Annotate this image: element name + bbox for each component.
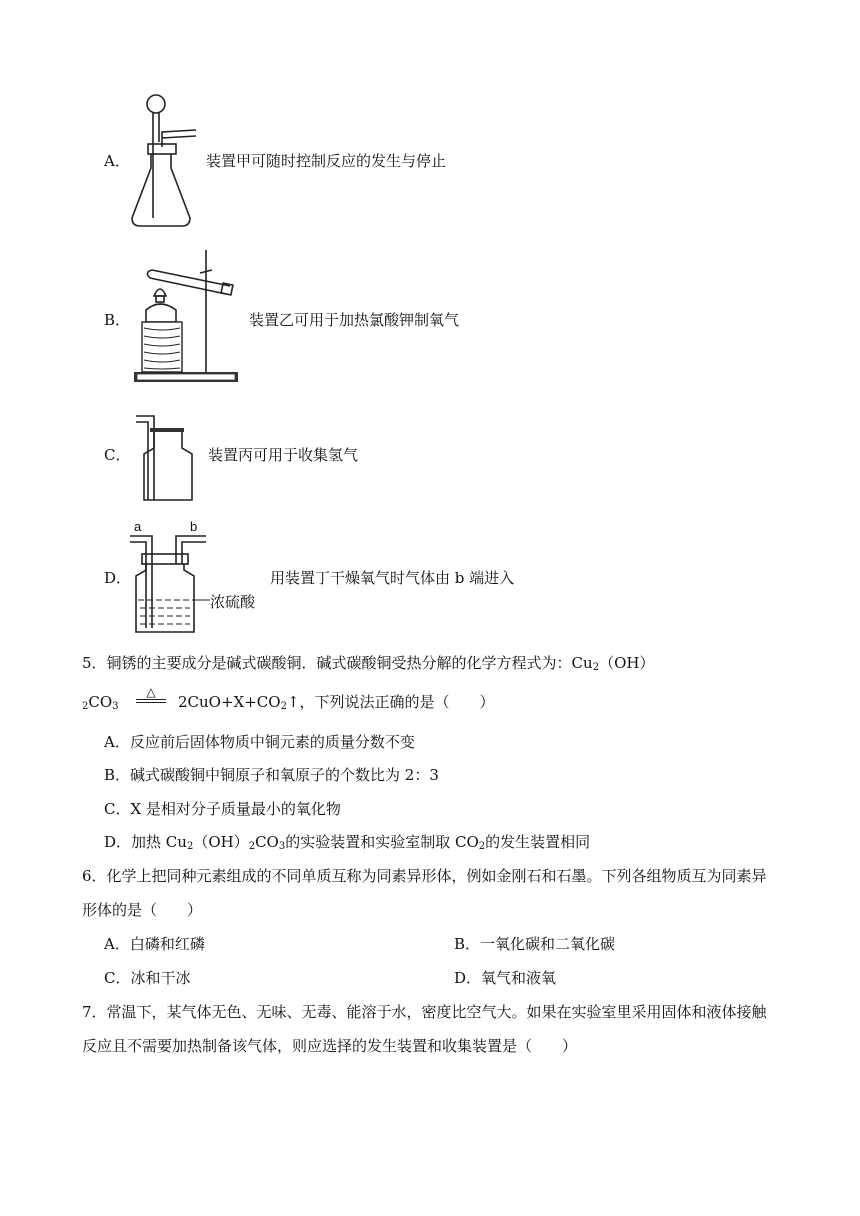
q6-stem-line2: 形体的是（ ） xyxy=(82,901,203,919)
option-d-text: 用装置丁干燥氧气时气体由 b 端进入 xyxy=(270,569,515,587)
figure-a-flask xyxy=(126,92,216,232)
option-d-letter: D． xyxy=(104,569,132,587)
figure-c-bottle xyxy=(136,408,216,508)
figure-d-acid-label: 浓硫酸 xyxy=(210,593,256,611)
q6-option-c: C．冰和干冰 xyxy=(104,969,191,987)
option-a-text: 装置甲可随时控制反应的发生与停止 xyxy=(206,152,447,170)
option-c-letter: C． xyxy=(104,446,131,464)
q5-option-a: A．反应前后固体物质中铜元素的质量分数不变 xyxy=(104,733,415,751)
figure-d-label-a: a xyxy=(134,519,142,534)
q5-stem-line2: $_2CO_3$ xyxy=(82,693,119,712)
option-c-text: 装置丙可用于收集氢气 xyxy=(208,446,359,464)
q5-stem-line1: 5．铜锈的主要成分是碱式碳酸铜．碱式碳酸铜受热分解的化学方程式为：$Cu_2(OH)$ xyxy=(82,654,655,673)
option-b-letter: B． xyxy=(104,311,131,329)
q6-option-a: A．白磷和红磷 xyxy=(104,935,205,953)
q5-equation-products: $2CuO+X+CO_2↑$，下列说法正确的是（ ） xyxy=(178,693,495,712)
q6-option-d: D．氧气和液氧 xyxy=(454,969,557,987)
figure-d-wash-bottle xyxy=(130,528,220,638)
q5-option-c: C．X 是相对分子质量最小的氧化物 xyxy=(104,800,341,818)
q6-option-b: B．一氧化碳和二氧化碳 xyxy=(454,935,616,953)
figure-d-label-b: b xyxy=(190,519,198,534)
q5-option-b: B．碱式碳酸铜中铜原子和氧原子的个数比为 2：3 xyxy=(104,766,439,784)
q5-option-d: D．加热 $Cu_2(OH)_2CO_3$的实验装置和实验室制取 $CO_2$的发生装置相同 xyxy=(104,833,591,852)
q7-stem-line2: 反应且不需要加热制备该气体，则应选择的发生装置和收集装置是（ ） xyxy=(82,1037,578,1055)
option-a-letter: A． xyxy=(104,152,130,170)
heat-condition: △ xyxy=(136,686,166,703)
q7-stem-line1: 7．常温下，某气体无色、无味、无毒、能溶于水，密度比空气大。如果在实验室里采用固体和液体接触 xyxy=(82,1003,767,1021)
q6-stem-line1: 6．化学上把同种元素组成的不同单质互称为同素异形体，例如金刚石和石墨。下列各组物质互为同素异 xyxy=(82,867,767,885)
option-b-text: 装置乙可用于加热氯酸钾制氧气 xyxy=(249,311,460,329)
figure-b-stand xyxy=(126,248,256,388)
